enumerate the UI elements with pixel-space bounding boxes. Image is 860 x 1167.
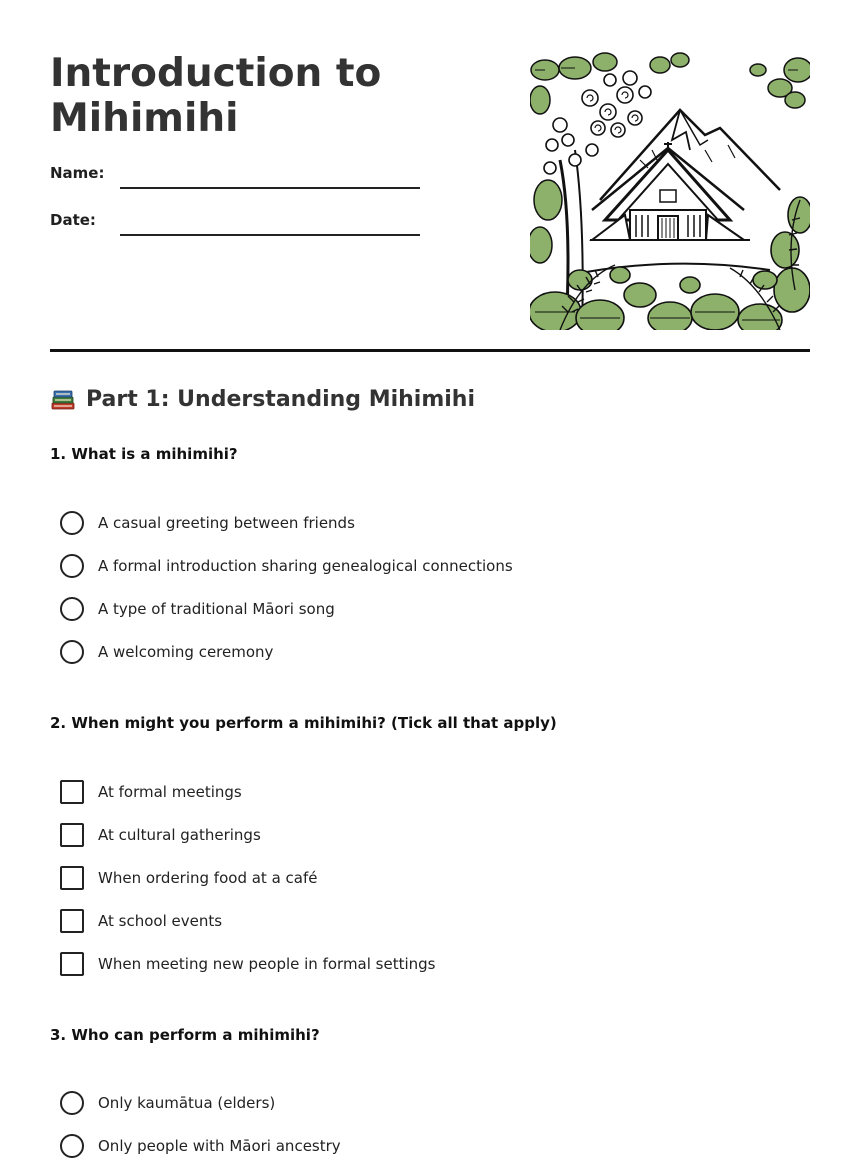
question-2-options <box>60 770 760 985</box>
question-1-option[interactable] <box>60 544 760 587</box>
name-field-row <box>50 164 420 188</box>
question-2-option[interactable] <box>60 942 760 985</box>
question-2-prompt: 2. When might you perform a mihimihi? (Tick all that apply) <box>50 714 557 732</box>
checkbox[interactable] <box>60 909 84 933</box>
question-1-prompt: 1. What is a mihimihi? <box>50 445 238 463</box>
radio-button[interactable] <box>60 1134 84 1158</box>
question-3-options <box>60 1081 760 1167</box>
worksheet-header <box>50 0 810 352</box>
question-3-prompt: 3. Who can perform a mihimihi? <box>50 1026 320 1044</box>
question-1-option[interactable] <box>60 501 760 544</box>
question-1-options <box>60 501 760 673</box>
option-label: Only kaumātua (elders) <box>98 1093 276 1112</box>
option-label: At formal meetings <box>98 782 242 801</box>
option-label: A formal introduction sharing genealogical connections <box>98 556 513 575</box>
title-line-1: Introduction to <box>50 51 382 96</box>
date-field-row <box>50 211 420 235</box>
option-label: A casual greeting between friends <box>98 513 355 532</box>
option-label: At cultural gatherings <box>98 825 261 844</box>
wharenui-illustration <box>530 50 810 330</box>
question-3-option[interactable] <box>60 1081 760 1124</box>
question-1-option[interactable] <box>60 630 760 673</box>
option-label: At school events <box>98 911 223 930</box>
option-label: Only people with Māori ancestry <box>98 1136 341 1155</box>
name-write-line[interactable] <box>120 187 420 189</box>
radio-button[interactable] <box>60 511 84 535</box>
radio-button[interactable] <box>60 1091 84 1115</box>
books-icon <box>50 386 76 412</box>
radio-button[interactable] <box>60 597 84 621</box>
question-2-option[interactable] <box>60 899 760 942</box>
radio-button[interactable] <box>60 640 84 664</box>
checkbox[interactable] <box>60 952 84 976</box>
date-write-line[interactable] <box>120 234 420 236</box>
section-heading <box>50 386 475 412</box>
date-label: Date: <box>50 211 96 229</box>
question-2-option[interactable] <box>60 770 760 813</box>
title-line-2: Mihimihi <box>50 96 239 141</box>
option-label: A type of traditional Māori song <box>98 599 335 618</box>
checkbox[interactable] <box>60 780 84 804</box>
radio-button[interactable] <box>60 554 84 578</box>
option-label: When ordering food at a café <box>98 868 318 887</box>
checkbox[interactable] <box>60 866 84 890</box>
name-label: Name: <box>50 164 105 182</box>
header-divider <box>50 349 810 352</box>
option-label: A welcoming ceremony <box>98 642 274 661</box>
section-heading-text: Part 1: Understanding Mihimihi <box>86 386 475 412</box>
option-label: When meeting new people in formal settings <box>98 954 436 973</box>
question-2-option[interactable] <box>60 856 760 899</box>
question-1-option[interactable] <box>60 587 760 630</box>
worksheet-title <box>50 51 490 141</box>
question-2-option[interactable] <box>60 813 760 856</box>
worksheet-page <box>50 0 810 1155</box>
checkbox[interactable] <box>60 823 84 847</box>
